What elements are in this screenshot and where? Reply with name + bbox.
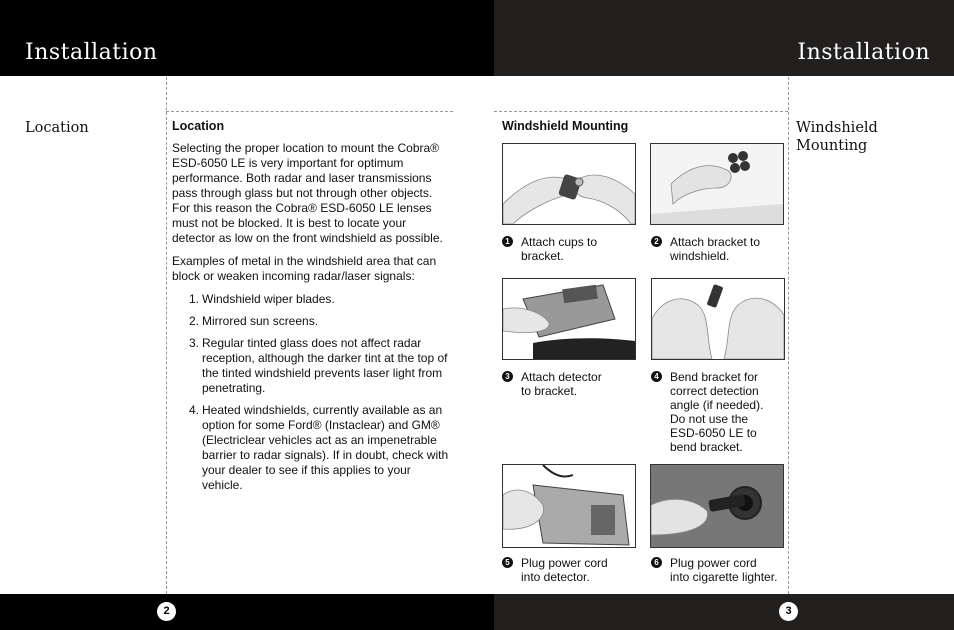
step-2-caption: 2 Attach bracket to windshield.: [670, 235, 760, 263]
step-number-badge: 3: [502, 371, 513, 382]
left-page-title: Installation: [25, 40, 158, 65]
right-page-title: Installation: [797, 40, 930, 65]
metal-examples-list: [172, 292, 452, 493]
step-number-badge: 5: [502, 557, 513, 568]
location-paragraph-1: Selecting the proper location to mount the Cobra® ESD-6050 LE is very important for optimum performance. Both radar and laser transmissions pass through glass but not through other objects. For this reason the Cobra® ESD-6050 LE lenses must not be blocked. It is best to locate your detector as low on the front windshield as possible.: [172, 141, 443, 245]
left-side-title: Location: [25, 120, 89, 136]
right-top-rule: [494, 111, 788, 112]
right-footer-band: [494, 594, 954, 630]
step-number-badge: 2: [651, 236, 662, 247]
step-3-photo: [502, 278, 636, 360]
step-6-photo: [650, 464, 784, 548]
list-item: 1. Windshield wiper blades.: [189, 292, 335, 306]
right-side-title: [796, 119, 878, 155]
location-paragraph-2: Examples of metal in the windshield area that can block or weaken incoming radar/laser signals:: [172, 254, 437, 283]
right-side-title-line1: Windshield: [796, 120, 878, 136]
step-3-caption: 3 Attach detector to bracket.: [521, 370, 602, 398]
right-side-title-line2: Mounting: [796, 138, 868, 154]
step-number-badge: 4: [651, 371, 662, 382]
location-heading: Location: [172, 119, 225, 133]
step-number-badge: 1: [502, 236, 513, 247]
step-number-badge: 6: [651, 557, 662, 568]
windshield-mounting-heading: Windshield Mounting: [502, 119, 629, 133]
list-item: 2. Mirrored sun screens.: [189, 314, 319, 328]
left-footer-band: [0, 594, 494, 630]
step-4-caption: 4 Bend bracket for correct detection angle (if needed). Do not use the ESD-6050 LE to bend bracket.: [670, 370, 763, 454]
left-margin-divider: [166, 77, 167, 594]
left-top-rule: [166, 111, 453, 112]
step-5-caption: 5 Plug power cord into detector.: [521, 556, 608, 584]
step-5-photo: [502, 464, 636, 548]
right-margin-divider: [788, 77, 789, 594]
step-2-photo: [650, 143, 784, 225]
list-item: 4. Heated windshields, currently available as an option for some Ford® (Instaclear) and GM® (Electriclear vehicles act as an impenetrable barrier to radar signals). If in doubt, check with your dealer to see if this applies to your vehicle.: [189, 403, 449, 492]
step-4-photo: [651, 278, 785, 360]
step-6-caption: 6 Plug power cord into cigarette lighter.: [670, 556, 777, 584]
step-1-photo: [502, 143, 636, 225]
list-item: 3. Regular tinted glass does not affect radar reception, although the darker tint at the top of the tinted windshield prevents laser light from penetrating.: [189, 336, 448, 395]
step-1-caption: 1 Attach cups to bracket.: [521, 235, 597, 263]
right-page-number: 3: [779, 602, 798, 621]
location-section: [172, 119, 452, 500]
left-page-number: 2: [157, 602, 176, 621]
